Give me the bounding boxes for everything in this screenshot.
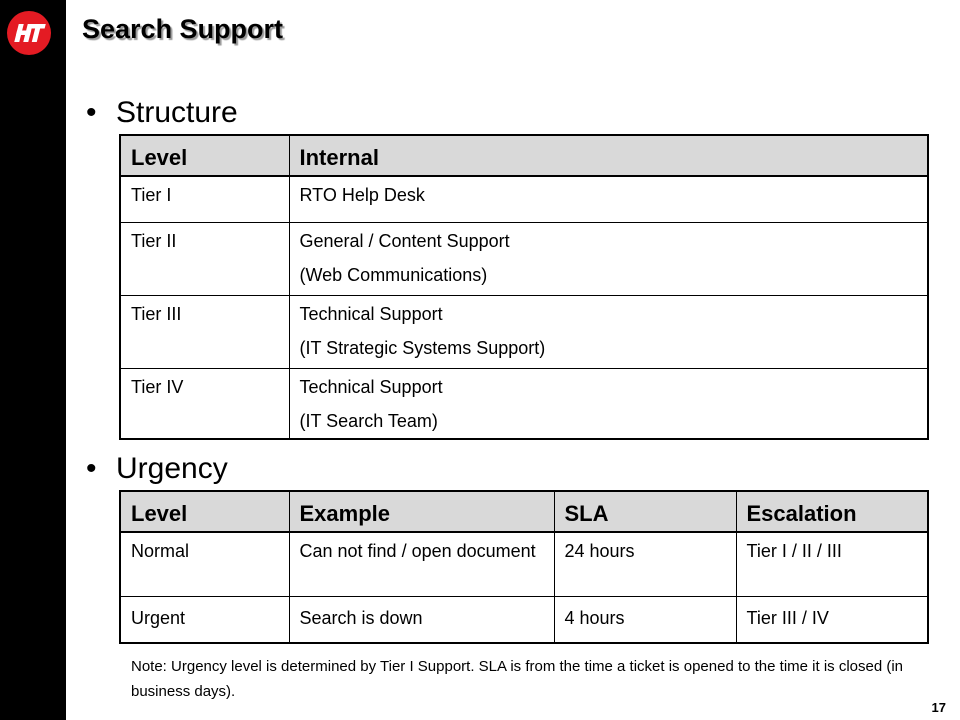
cell-line: RTO Help Desk: [299, 185, 425, 205]
cell-line-secondary: (IT Strategic Systems Support): [299, 337, 546, 358]
urgency-table: [119, 490, 929, 644]
sidebar-band: [0, 0, 66, 720]
cell-level: Tier I: [120, 176, 289, 222]
table-header-row: [120, 491, 928, 532]
urgency-heading: Urgency: [116, 452, 228, 485]
cell-line: Technical Support: [299, 376, 443, 397]
cell-internal: [289, 176, 928, 222]
cell-level: Tier II: [120, 222, 289, 295]
cell-level: Tier III: [120, 295, 289, 368]
table-row: [120, 596, 928, 643]
cell-example: Search is down: [289, 596, 554, 643]
header-internal: Internal: [289, 135, 928, 176]
table-row: [120, 368, 928, 439]
cell-line: General / Content Support: [299, 230, 510, 251]
cell-level: Tier IV: [120, 368, 289, 439]
cell-sla: 24 hours: [554, 532, 736, 596]
cell-line-secondary: (IT Search Team): [299, 410, 438, 431]
table-row: [120, 176, 928, 222]
structure-table: [119, 134, 929, 440]
urgency-bullet: [86, 451, 228, 487]
bullet-dot: •: [86, 96, 97, 129]
cell-sla: 4 hours: [554, 596, 736, 643]
cell-line-secondary: (Web Communications): [299, 264, 488, 285]
structure-bullet: [86, 95, 238, 131]
bullet-dot: •: [86, 452, 97, 485]
page-title: Search Support: [82, 14, 284, 44]
table-header-row: [120, 135, 928, 176]
ht-logo-icon: [7, 11, 51, 55]
header-sla: SLA: [554, 491, 736, 532]
table-row: [120, 222, 928, 295]
cell-level: Urgent: [120, 596, 289, 643]
header-escalation: Escalation: [736, 491, 928, 532]
table-row: [120, 532, 928, 596]
cell-internal: [289, 295, 928, 368]
page-number: 17: [931, 700, 946, 715]
header-level: Level: [120, 135, 289, 176]
cell-level: Normal: [120, 532, 289, 596]
header-level: Level: [120, 491, 289, 532]
cell-escalation: Tier III / IV: [736, 596, 928, 643]
footnote: Note: Urgency level is determined by Tier I Support. SLA is from the time a ticket is opened to the time it is closed (in business days).: [131, 658, 904, 700]
table-row: [120, 295, 928, 368]
cell-line: Technical Support: [299, 303, 443, 324]
structure-heading: Structure: [116, 96, 238, 129]
cell-internal: [289, 222, 928, 295]
cell-internal: [289, 368, 928, 439]
cell-escalation: Tier I / II / III: [736, 532, 928, 596]
header-example: Example: [289, 491, 554, 532]
cell-example: Can not find / open document: [289, 532, 554, 596]
